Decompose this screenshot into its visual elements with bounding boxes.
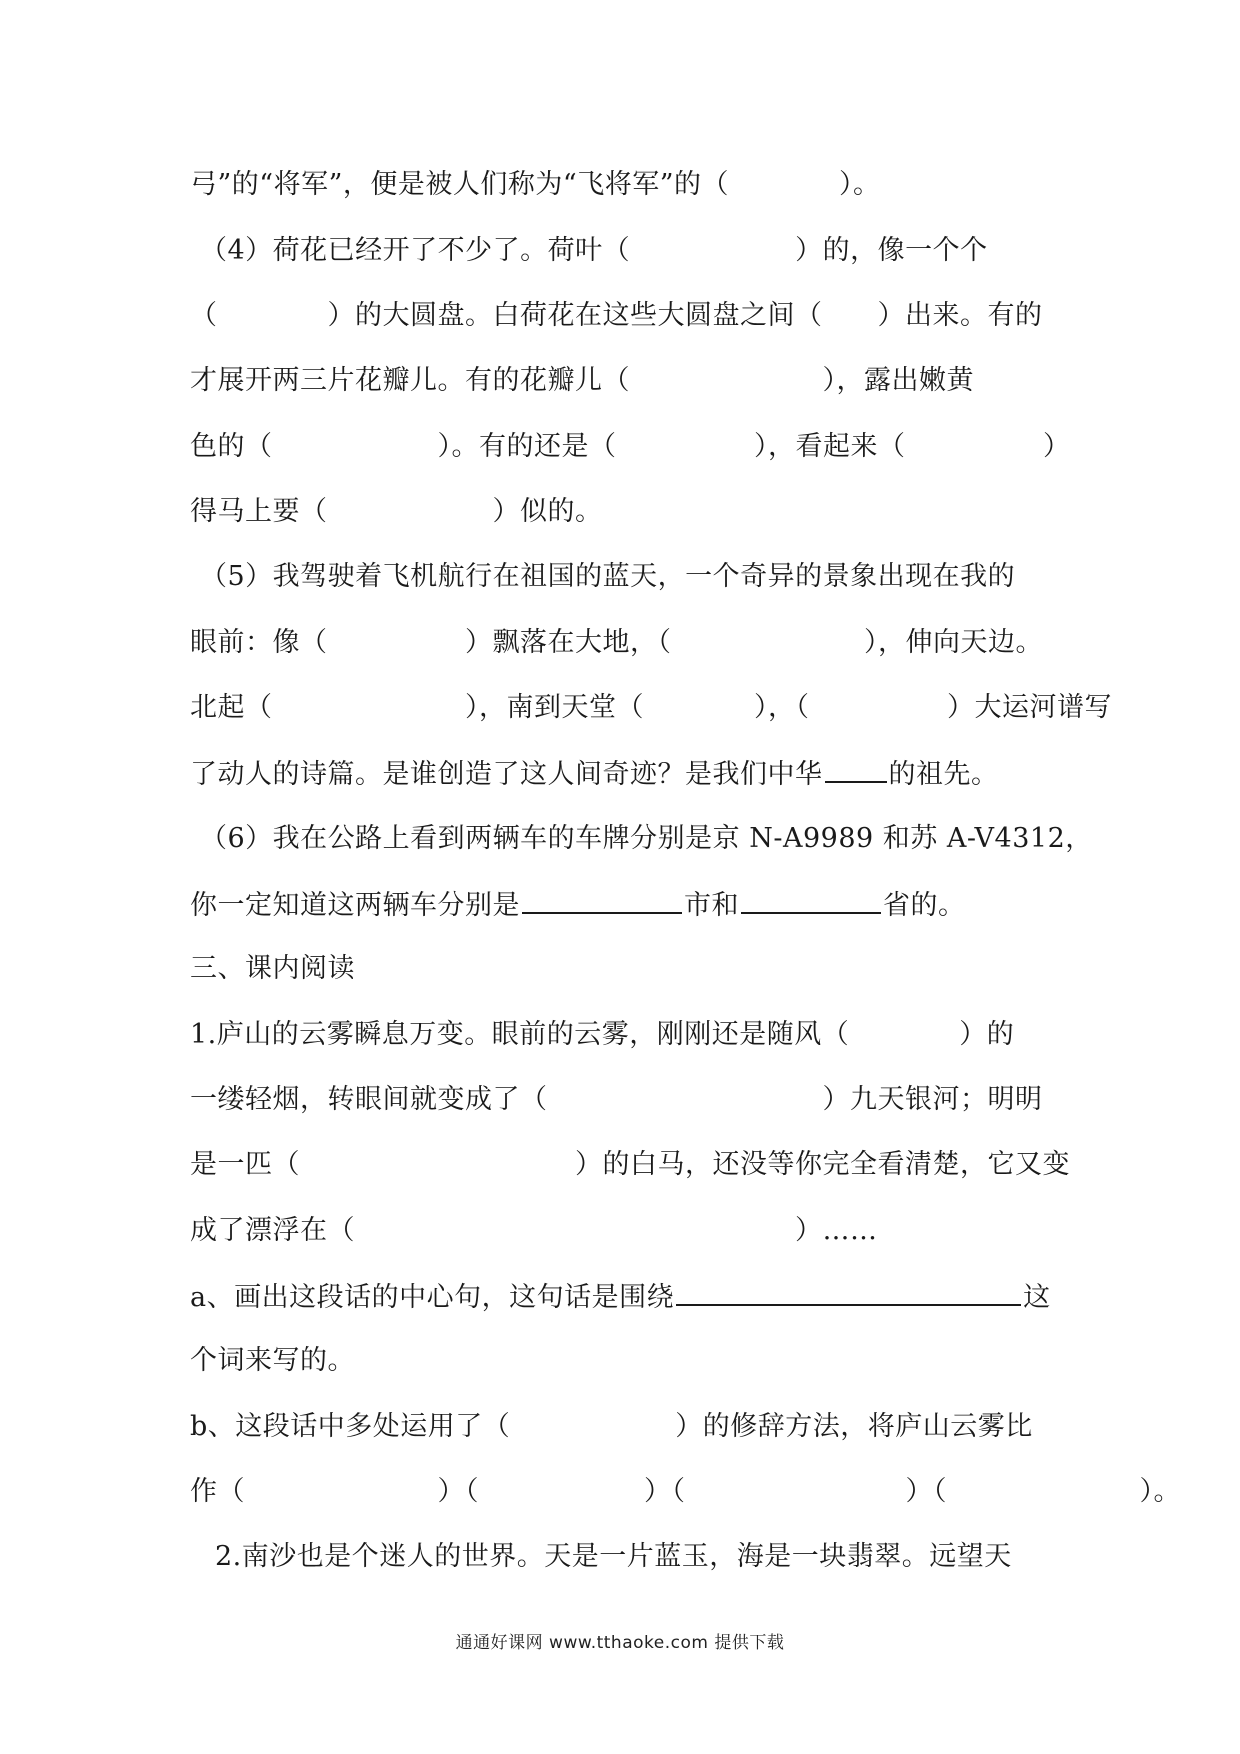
text-line: 北起（ ），南到天堂（ ），（ ）大运河谱写: [190, 692, 1112, 723]
fill-in-blank[interactable]: [676, 1276, 1021, 1306]
text-line: [190, 753, 1060, 793]
fill-in-blank[interactable]: [825, 753, 887, 783]
text-line: 1.庐山的云雾瞬息万变。眼前的云雾，刚刚还是随风（ ）的: [190, 1019, 1015, 1050]
text-line: 眼前：像（ ）飘落在大地，（ ），伸向天边。: [190, 627, 1043, 658]
text-line: 作（ ）（ ）（ ）（ ）。: [190, 1476, 1181, 1507]
text-segment: 这: [1023, 1282, 1051, 1313]
text-line: 弓”的“将军”，便是被人们称为“飞将军”的（ ）。: [190, 169, 881, 200]
text-line: [190, 1276, 1060, 1316]
text-line: [190, 884, 1060, 924]
fill-in-blank[interactable]: [741, 884, 881, 914]
text-line: 色的（ ）。有的还是（ ），看起来（ ）: [190, 431, 1071, 462]
text-segment: 市和: [684, 890, 739, 921]
text-line: 个词来写的。: [190, 1345, 355, 1376]
text-line: （ ）的大圆盘。白荷花在这些大圆盘之间（ ）出来。有的: [190, 300, 1043, 331]
text-line: 才展开两三片花瓣儿。有的花瓣儿（ ），露出嫩黄: [190, 365, 974, 396]
fill-in-blank[interactable]: [522, 884, 682, 914]
text-line: （5）我驾驶着飞机航行在祖国的蓝天，一个奇异的景象出现在我的: [200, 561, 1016, 592]
text-segment: 省的。: [883, 890, 966, 921]
text-line: 成了漂浮在（ ）……: [190, 1215, 878, 1246]
text-line: 一缕轻烟，转眼间就变成了（ ）九天银河；明明: [190, 1084, 1043, 1115]
text-line: 2.南沙也是个迷人的世界。天是一片蓝玉，海是一块翡翠。远望天: [215, 1541, 1012, 1572]
text-segment: a、画出这段话的中心句，这句话是围绕: [190, 1282, 675, 1313]
text-line: 得马上要（ ）似的。: [190, 496, 603, 527]
text-line: 是一匹（ ）的白马，还没等你完全看清楚，它又变: [190, 1149, 1070, 1180]
section-heading: 三、课内阅读: [190, 953, 355, 984]
text-line: （4）荷花已经开了不少了。荷叶（ ）的，像一个个: [200, 235, 988, 266]
page-footer: 通通好课网 www.tthaoke.com 提供下载: [455, 1633, 785, 1653]
text-segment: 了动人的诗篇。是谁创造了这人间奇迹？是我们中华: [190, 759, 823, 790]
text-line: b、这段话中多处运用了（ ）的修辞方法，将庐山云雾比: [190, 1411, 1033, 1442]
text-segment: 的祖先。: [888, 759, 999, 790]
text-segment: 你一定知道这两辆车分别是: [190, 890, 520, 921]
text-line: （6）我在公路上看到两辆车的车牌分别是京 N-A9989 和苏 A-V4312，: [200, 823, 1093, 854]
